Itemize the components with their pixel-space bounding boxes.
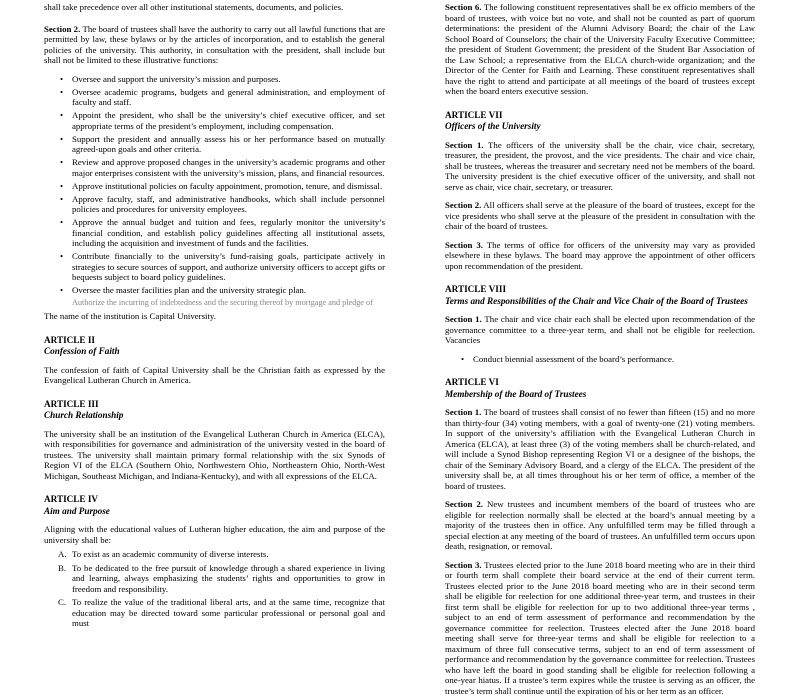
aims-list	[44, 549, 385, 629]
clipped-list-item: Authorize the incurring of indebtedness and the securing thereof by mortgage and pledge of	[44, 298, 385, 303]
item-text: To be dedicated to the free pursuit of knowledge through a shared experience in living and learning, always emphasizing the students’ rights and opportunities to grow in freedom and responsibility.	[72, 563, 385, 594]
section-text: All officers shall serve at the pleasure of the board of trustees, except for the vice presidents who shall serve at the pleasure of the president in consultation with the chair of the board of trustees.	[445, 200, 755, 231]
list-item: • Conduct biennial assessment of the board’s performance.	[445, 354, 755, 365]
list-item: • Oversee and support the university’s mission and purposes.	[44, 74, 385, 85]
section-label: Section 1.	[445, 314, 482, 324]
left-column	[44, 2, 385, 600]
article-7-section-3	[445, 240, 755, 272]
section-label: Section 3.	[445, 240, 483, 250]
article-2-subtitle: Confession of Faith	[44, 346, 385, 357]
article-4-intro: Aligning with the educational values of Lutheran higher education, the aim and purpose of the university shall be:	[44, 524, 385, 545]
section-2-paragraph	[44, 24, 385, 66]
article-7-section-1	[445, 140, 755, 193]
article-3-subtitle: Church Relationship	[44, 410, 385, 421]
continuation-line: shall take precedence over all other institutional statements, documents, and policies.	[44, 2, 385, 13]
list-item: • Oversee academic programs, budgets and general administration, and employment of faculty and staff.	[44, 87, 385, 108]
article-7-heading: ARTICLE VII	[445, 110, 755, 121]
section-2-label: Section 2.	[44, 24, 80, 34]
list-item: • Contribute financially to the university’s fund-raising goals, participate actively in strategies to secure sources of support, and authorize university officers to accept gifts or bequests subject to board policy guidelines.	[44, 251, 385, 283]
article-6-subtitle: Membership of the Board of Trustees	[445, 389, 755, 400]
board-functions-list	[44, 74, 385, 296]
article-2-heading: ARTICLE II	[44, 335, 385, 346]
section-label: Section 2.	[445, 200, 481, 210]
article-8-bullet-list	[445, 354, 755, 365]
section-text: New trustees and incumbent members of the board of trustees who are eligible for reelection normally shall be elected at the board’s annual meeting by a majority of the trustees then in office. Any unfulfilled term may be filled through a special election at any meeting of the board of trustees. An unfulfilled term occurs upon death, resignation, or removal.	[445, 499, 755, 551]
list-item: • Review and approve proposed changes in the university’s academic programs and other major enterprises consistent with the university’s mission, plans, and financial resources.	[44, 157, 385, 178]
institution-name-line: The name of the institution is Capital University.	[44, 311, 385, 322]
article-8-subtitle: Terms and Responsibilities of the Chair and Vice Chair of the Board of Trustees	[445, 296, 755, 307]
list-item: • Approve institutional policies on faculty appointment, promotion, tenure, and dismissal.	[44, 181, 385, 192]
article-6-section-3	[445, 560, 755, 696]
item-text: To exist as an academic community of diverse interests.	[72, 549, 269, 559]
list-item: • Approve the annual budget and tuition and fees, regularly monitor the university’s financial condition, and establish policy guidelines affecting all institutional assets, including the acquisition and investment of funds and the facilities.	[44, 217, 385, 249]
section-label: Section 1.	[445, 140, 484, 150]
section-text: The chair and vice chair each shall be elected upon recommendation of the governance committee to a three-year term, and shall not be eligible for reelection. Vacancies	[445, 314, 755, 345]
list-item: • Support the president and annually assess his or her performance based on mutually agreed-upon goals and other criteria.	[44, 134, 385, 155]
article-3-heading: ARTICLE III	[44, 399, 385, 410]
section-6-paragraph	[445, 2, 755, 97]
section-label: Section 3.	[445, 560, 482, 570]
article-7-section-2	[445, 200, 755, 232]
article-2-body: The confession of faith of Capital University shall be the Christian faith as expressed by the Evangelical Lutheran Church in America.	[44, 365, 385, 386]
article-6-section-1	[445, 407, 755, 491]
list-item: • Oversee the master facilities plan and the university strategic plan.	[44, 285, 385, 296]
section-label: Section 1.	[445, 407, 481, 417]
item-label: A.	[58, 549, 67, 560]
list-item	[44, 563, 385, 595]
section-text: The officers of the university shall be the chair, vice chair, secretary, treasurer, the president, the provost, and the vice presidents. The chair and vice chair, shall be trustees, whereas the treasurer and secretary need not be members of the board. The university president is the chief executive officer of the university, and shall not serve as chair, vice chair, secretary, or treasurer.	[445, 140, 755, 192]
article-7-subtitle: Officers of the University	[445, 121, 755, 132]
section-text: Trustees elected prior to the June 2018 board meeting who are in their third or fourth term shall complete their board service at the end of their current term. Trustees elected prior to the June 2018 board meeting who are in their second term shall be eligible for reelection for one additional three-year term, and trustees in their first term shall be eligible for reelection for up to two additional three-year terms , subject to an end of term assessment of performance and recommendation by the governance committee for reelection. Trustees elected after the June 2018 board meeting shall serve for three-year terms and shall be eligible for reelection to a maximum of three full consecutive terms, subject to an end of term assessment of performance and recommendation by the governance committee for reelection. Trustees who have left the board in good standing shall be eligible for reelection following a one-year hiatus. If a trustee’s term expires while the trustee is serving as an officer, the trustee’s term shall continue until the expiration of his or her term as an officer.	[445, 560, 755, 696]
section-6-label: Section 6.	[445, 2, 481, 12]
article-6-heading: ARTICLE VI	[445, 377, 755, 388]
section-6-text: The following constituent representatives shall be ex officio members of the board of trustees, with voice but no vote, and shall not be counted as part of quorum determinations: the president of the Alumni Advisory Board; the chair of the Law School Board of Counselors; the chair of the University Faculty Executive Committee; the president of Student Government; the president of the Student Bar Association of the Law School; a representative from the ELCA church-wide organization; and the Director of the Center for Faith and Learning. These constituent representatives shall have the right to attend and participate at all meetings of the board of trustees except when the board enters executive session.	[445, 2, 755, 96]
article-6-section-2	[445, 499, 755, 552]
item-label: C.	[58, 597, 66, 608]
item-text: To realize the value of the traditional liberal arts, and at the same time, recognize that education may be directed toward some particular professional or personal goal and must	[72, 597, 385, 628]
article-4-subtitle: Aim and Purpose	[44, 506, 385, 517]
section-2-text: The board of trustees shall have the authority to carry out all lawful functions that are permitted by law, these bylaws or by the articles of incorporation, and to establish the general policies of the university. This authority, in consultation with the president, shall include but shall not be limited to these illustrative functions:	[44, 24, 385, 66]
article-8-section-1	[445, 314, 755, 346]
list-item: • Approve faculty, staff, and administrative handbooks, which shall include personnel policies and procedures for university employees.	[44, 194, 385, 215]
list-item: • Appoint the president, who shall be the university’s chief executive officer, and set appropriate terms of the president’s employment, including compensation.	[44, 110, 385, 131]
article-4-heading: ARTICLE IV	[44, 494, 385, 505]
section-text: The terms of office for officers of the university may vary as provided elsewhere in these bylaws. The board may approve the appointment of other officers upon recommendation of the president.	[445, 240, 755, 271]
section-text: The board of trustees shall consist of no fewer than fifteen (15) and no more than thirty-four (34) voting members, with a goal of twenty-one (21) voting members. In support of the university’s affiliation with the Evangelical Lutheran Church in America (ELCA), at least three (3) of the voting members shall be church-related, and will include a Synod Bishop representing Region VI or a designee of the bishops, the chair of the Seminary Advisory Board, and a clergy of the ELCA. The president of the university shall be, at all times throughout his or her term of office, a member of the board of trustees.	[445, 407, 755, 491]
right-column	[445, 2, 755, 600]
item-label: B.	[58, 563, 66, 574]
article-8-heading: ARTICLE VIII	[445, 284, 755, 295]
article-3-body: The university shall be an institution of the Evangelical Lutheran Church in America (ELCA), with responsibilities for governance and administration of the university vested in the board of trustees. The university shall maintain primary formal relationship with the six Synods of Region VI of the ELCA (Southern Ohio, Northwestern Ohio, Northeastern Ohio, North-West Michigan, Southeast Michigan, and Indiana-Kentucky), and with all expressions of the ELCA.	[44, 429, 385, 482]
list-item	[44, 597, 385, 629]
section-label: Section 2.	[445, 499, 483, 509]
list-item	[44, 549, 385, 560]
